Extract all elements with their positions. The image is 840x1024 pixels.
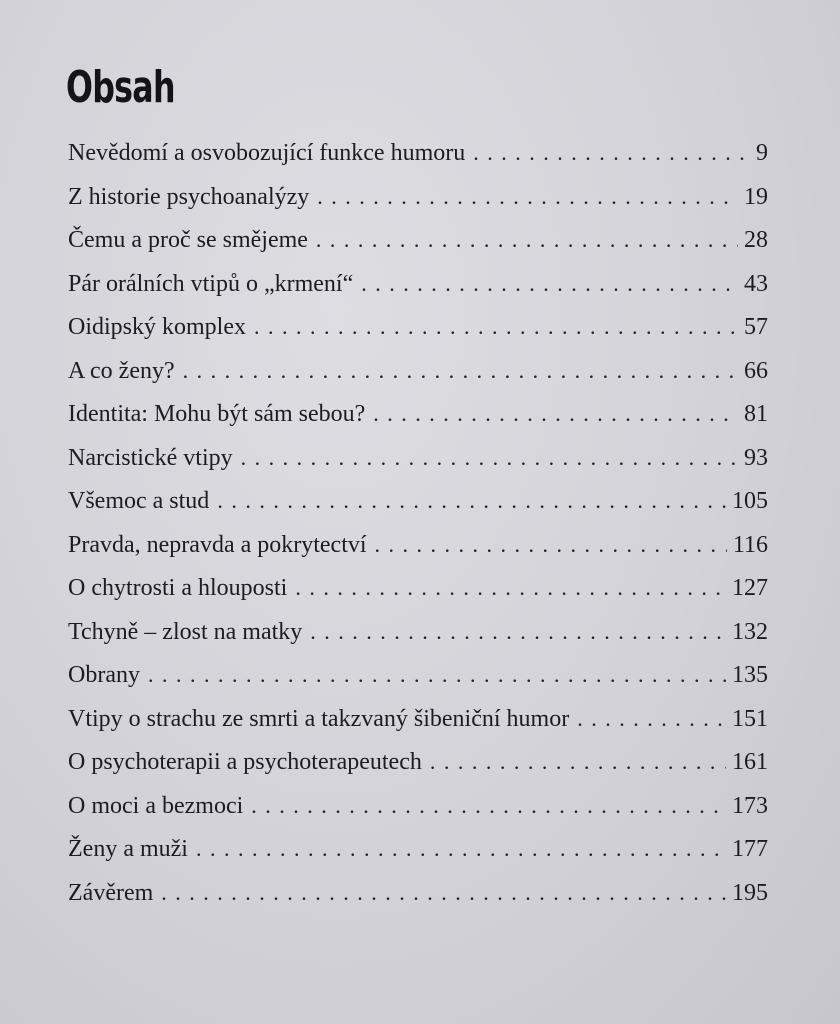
toc-entry: [68, 184, 768, 228]
toc-entry-title: O psychoterapii a psychoterapeutech: [68, 749, 422, 775]
toc-entry-title: Vtipy o strachu ze smrti a takzvaný šibeniční humor: [68, 705, 570, 732]
toc-entry-page: 93: [744, 444, 768, 471]
toc-entry: [68, 662, 768, 706]
toc-entry-title: Oidipský komplex: [68, 314, 246, 340]
toc-entry: [68, 488, 768, 532]
toc-entry-page: 81: [744, 401, 768, 427]
toc-entry-page: 195: [732, 879, 768, 906]
dot-leader: [430, 749, 726, 775]
dot-leader: [251, 793, 726, 819]
dot-leader: [161, 880, 726, 906]
toc-entry: [68, 880, 768, 924]
dot-leader: [361, 271, 738, 297]
toc-entry-title: Nevědomí a osvobozující funkce humoru: [68, 140, 466, 166]
toc-entry: [68, 793, 768, 837]
toc-entry-page: 57: [744, 314, 768, 340]
toc-entry-title: Závěrem: [68, 879, 154, 906]
toc-entry-page: 28: [744, 227, 768, 253]
dot-leader: [254, 314, 738, 340]
toc-entry: [68, 532, 768, 576]
page-title: Obsah: [66, 62, 175, 113]
dot-leader: [316, 227, 738, 253]
toc-entry-page: 9: [756, 140, 768, 166]
toc-entry-page: 116: [732, 531, 768, 558]
toc-entry: [68, 619, 768, 663]
toc-entry: [68, 401, 768, 445]
toc-entry-title: Narcistické vtipy: [68, 444, 233, 471]
toc-entry: [68, 575, 768, 619]
toc-entry-page: 177: [732, 836, 768, 862]
toc-entry-title: Všemoc a stud: [68, 488, 210, 514]
dot-leader: [375, 532, 727, 558]
toc-entry-title: Z historie psychoanalýzy: [68, 183, 310, 210]
toc-entry-page: 151: [732, 705, 768, 732]
dot-leader: [183, 358, 738, 384]
dot-leader: [148, 662, 726, 688]
toc-entry-page: 105: [732, 488, 768, 514]
toc-entry-title: Tchyně – zlost na matky: [68, 618, 303, 645]
toc-entry: [68, 271, 768, 315]
toc-entry: [68, 140, 768, 184]
toc-entry-title: Pravda, nepravda a pokrytectví: [68, 531, 367, 558]
dot-leader: [196, 836, 726, 862]
toc-entry-title: Čemu a proč se smějeme: [68, 227, 308, 253]
toc-entry: [68, 836, 768, 880]
toc-entry: [68, 314, 768, 358]
toc-entry-page: 66: [744, 357, 768, 384]
toc-entry: [68, 706, 768, 750]
dot-leader: [217, 488, 726, 514]
toc-entry-page: 127: [732, 575, 768, 601]
toc-entry-page: 161: [732, 749, 768, 775]
toc-entry-page: 173: [732, 792, 768, 819]
toc-entry: [68, 227, 768, 271]
toc-entry-title: Pár orálních vtipů o „krmení“: [68, 270, 354, 297]
dot-leader: [241, 445, 738, 471]
table-of-contents: [68, 140, 768, 923]
toc-entry-page: 19: [744, 183, 768, 210]
toc-entry-page: 135: [732, 662, 768, 688]
dot-leader: [310, 619, 726, 645]
dot-leader: [295, 575, 726, 601]
toc-entry: [68, 358, 768, 402]
dot-leader: [473, 140, 750, 166]
toc-entry: [68, 445, 768, 489]
toc-entry-title: Ženy a muži: [68, 836, 188, 862]
dot-leader: [373, 401, 738, 427]
dot-leader: [577, 706, 726, 732]
toc-entry-page: 43: [744, 270, 768, 297]
toc-entry-title: O chytrosti a hlouposti: [68, 575, 288, 601]
dot-leader: [317, 184, 738, 210]
toc-entry-title: O moci a bezmoci: [68, 792, 244, 819]
toc-entry-title: Obrany: [68, 662, 140, 688]
toc-entry-page: 132: [732, 618, 768, 645]
toc-entry-title: A co ženy?: [68, 357, 175, 384]
toc-entry: [68, 749, 768, 793]
toc-entry-title: Identita: Mohu být sám sebou?: [68, 401, 366, 427]
